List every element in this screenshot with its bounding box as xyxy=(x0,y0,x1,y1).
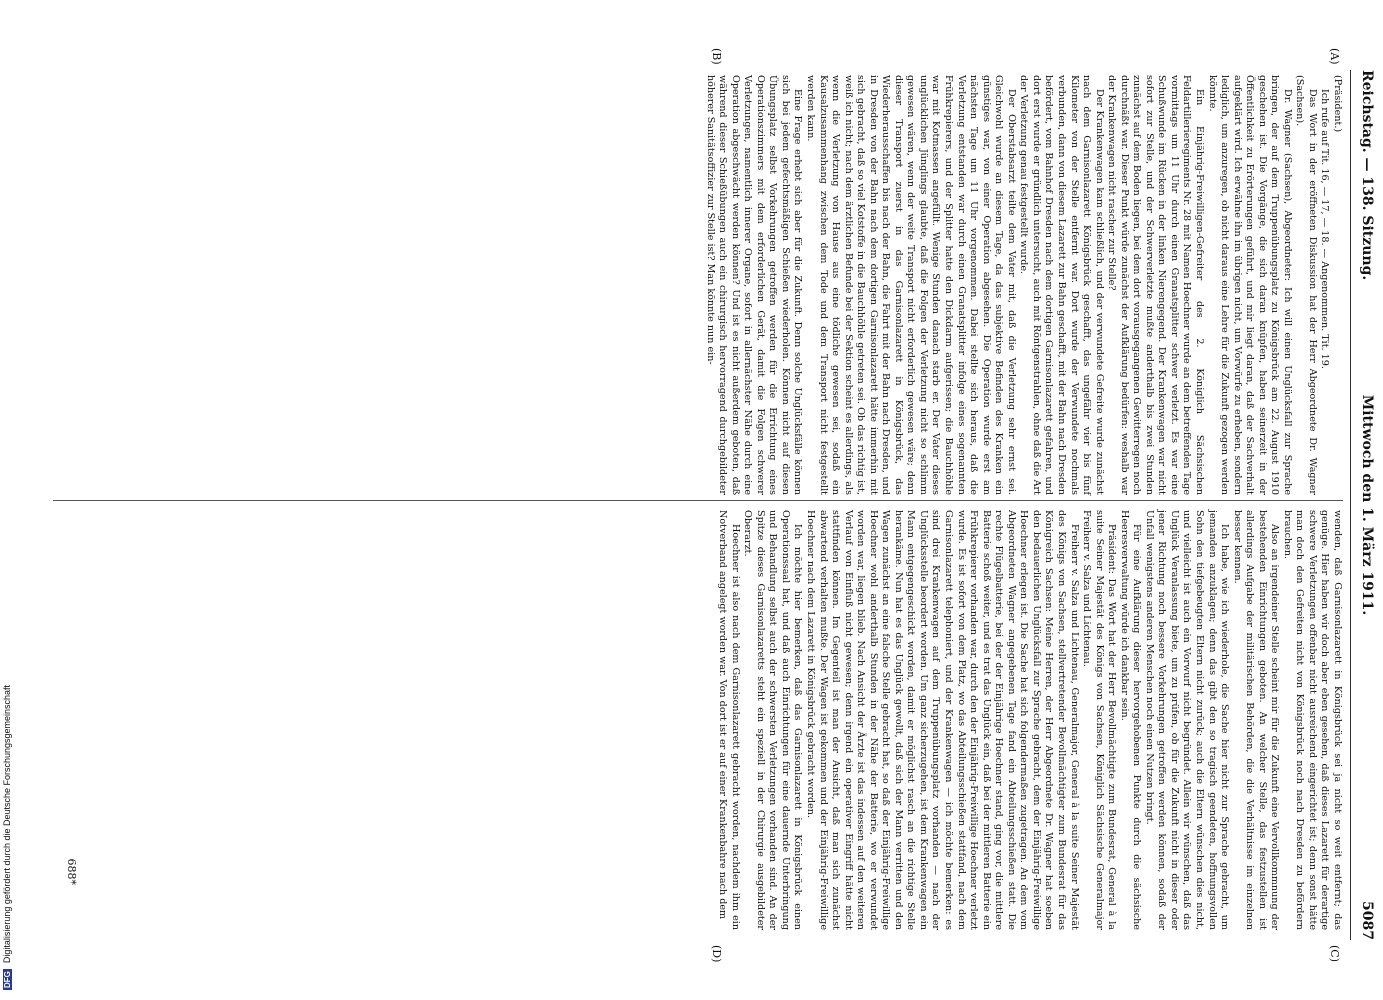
paragraph: Freiherr v. Salza und Lichtenau, Generalmajor, General à la suite Seiner Majestät des Königs von Sachsen, stellvertretender Bevollmächtigter zum Bundesrat für das Königreich Sachsen: Meine Herren, der Herr Abgeordnete Dr. Wagner hat soeben den bedauerlichen Unglücksfall zur Sprache gebracht, dem der Einjährig-Freiwillige Hoechner erlegen ist. Die Sache hat sich folgendermaßen zugetragen. An dem vom Abgeordneten Wagner angegebenen Tage fand ein Abteilungsschießen statt. Die rechte Flügelbatterie, bei der der Einjährige Hoechner stand, ging vor, die mittlere Batterie schoß weiter, und es trat das Unglück ein, daß bei der mittleren Batterie ein Frühkrepierer vorhanden war, durch den der Einjährig-Freiwillige Hoechner verletzt wurde. Es ist sofort von dem Platz, wo das Abteilungsschießen stattfand, nach dem Garnisonlazarett telephoniert, und der Krankenwagen — ich möchte bemerken: es sind drei Krankenwagen auf dem Truppenübungsplatz vorhanden — nach der Unglücksstelle beordert worden. Um ganz sicherzugehen, ist dem Krankenwagen ein Mann entgegengeschickt worden, damit er möglichst rasch an die richtige Stelle herankäme. Nun hat es das Unglück gewollt, daß sich der Mann verritten und den Wagen zunächst an eine falsche Stelle gebracht hat, so daß der Einjährig-Freiwillige Hoechner wohl anderthalb Stunden in der Nähe der Batterie, wo er verwundet worden war, liegen blieb. Nach Ansicht der Ärzte ist das indessen auf den weiteren Verlauf von Einfluß nicht gewesen; denn irgend ein operativer Eingriff hätte nicht stattfinden können. Im Gegenteil ist man der Ansicht, daß man sich zunächst abwartend verhalten mußte. Der Wagen ist gekommen und der Einjährig-Freiwillige Hoechner nach dem Lazarett in Königsbrück gebracht worden. xyxy=(805,510,1080,930)
paragraph: wenden, daß Garnisonlazarett in Königsbrück sei ja nicht so weit entfernt; das genüge. Hier haben wir doch aber eben gesehen, daß dieses Lazarett für derartige schwere Verletzungen offenbar nicht ausreichend eingerichtet ist; denn sonst hätte man doch den Gefreiten nicht von Königsbrück noch nach Dresden zu befördern brauchen. xyxy=(1281,510,1343,930)
paragraph: Der Krankenwagen kam schließlich, und der verwundete Gefreite wurde zunächst nach dem Garnisonlazarett Königsbrück geschafft, das ungefähr vier bis fünf Kilometer von der Stelle entfernt war. Dort wurde der Verwundete nochmals verbunden, dann von diesem Lazarett zur Bahn geschafft, mit der Bahn nach Dresden befördert, vom Bahnhof Dresden nach dem dortigen Garnisonlazarett gefahren, und dort erst wurde er gründlich untersucht, auch mit Röntgenstrahlen, ohne daß die Art der Verletzung genau festgestellt wurde. xyxy=(1018,75,1105,495)
paragraph: (Präsident.) xyxy=(1332,75,1343,133)
paragraph: Der Oberstabsarzt teilte dem Vater mit, daß die Verletzung sehr ernst sei. Gleichwohl wurde an diesem Tage, da das subjektive Befinden des Kranken ein günstiges war, von einer Operation abgesehen. Die Operation wurde erst am nächsten Tage um 11 Uhr vorgenommen. Dabei stellte sich heraus, daß die Verletzung entstanden war durch einen Granatsplitter infolge eines sogenannten Frühkrepierers, und der Splitter hatte den Dickdarm aufgerissen; die Bauchhöhle war mit Kotmassen angefüllt. Wenige Stunden danach starb er. Der Vater dieses unglücklichen Jünglings glaubte, daß die Folgen der Verletzung nicht so schlimm gewesen wären, wenn der weite Transport nicht erforderlich gewesen wäre; denn dieser Transport zuerst in das Garnisonlazarett in Königsbrück, das Wiederherausschaffen bis nach der Bahn, die Fahrt mit der Bahn nach Dresden, und in Dresden von der Bahn nach dem dortigen Garnisonlazarett hätte immerhin mit sich gebracht, daß so viel Kotstoffe in die Bauchhöhle getreten sei. Ob das richtig ist, weiß ich nicht; nach dem ärztlichen Befunde bei der Sektion scheint es allerdings, als wenn die Verletzung von Hause aus eine tödliche gewesen sei, sodaß ein Kausalzusammenhang zwischen dem Tode und dem Transport nicht festgestellt werden kann. xyxy=(805,75,1017,495)
dfg-logo-icon: DFG xyxy=(3,971,12,988)
header-date: Mittwoch den 1. März 1911. xyxy=(1359,394,1375,616)
paragraph: Eine Frage erhebt sich aber für die Zukunft. Denn solche Unglücksfälle können sich bei jedem gefechtsmäßigen Schießen wiederholen. Können nicht auf diesen Übungsplatz selbst Vorkehrungen getroffen werden für die Errichtung eines Operationszimmers mit dem erforderlichen Gerät, damit die Folgen schwerer Verletzungen, namentlich innerer Organe, sofort in allernächster Nähe durch eine Operation abgeschwächt werden können? Und ist es nicht außerdem geboten, daß während dieser Schießübungen auch ein chirurgisch hervorragend durchgebildeter höherer Sanitätsoffizier zur Stelle ist? Man könnte nun ein- xyxy=(704,75,804,495)
paragraph: Präsident: Das Wort hat der Herr Bevollmächtigte zum Bundesrat, General à la suite Seiner Majestät des Königs von Sachsen, Königlich Sächsische Generalmajor Freiherr v. Salza und Lichtenau. xyxy=(1081,510,1118,930)
footer-page-number: 688* xyxy=(65,858,78,885)
paragraph: Dr. Wagner (Sachsen), Abgeordneter: Ich will einen Unglücksfall zur Sprache bringen, der auf dem Truppenübungsplatz zu Königsbrück am 22. August 1910 geschehen ist. Die Vorgänge, die sich daran knüpfen, haben seinerzeit in der Öffentlichkeit zu Erörterungen geführt, und mir liegt daran, daß der Sachverhalt aufgeklärt wird. Ich erwähne ihn im übrigen nicht, um Vorwürfe zu erheben, sondern lediglich, um anzuregen, ob nicht daraus eine Lehre für die Zukunft gezogen werden könnte. xyxy=(1206,75,1293,495)
paragraph: Für eine Aufklärung dieser hervorgehobenen Punkte durch die sächsische Heeresverwaltung würde ich dankbar sein. xyxy=(1118,510,1143,930)
paragraph: Also an irgendeiner Stelle scheint mir für die Zukunft eine Vervollkommnung der bestehenden Einrichtungen geboten. An welcher Stelle, das festzustellen ist allerdings Aufgabe der militärischen Behörden, die die Verhältnisse im einzelnen besser kennen. xyxy=(1231,510,1281,930)
paragraph: Ich rufe auf Tit. 16, — 17, — 18. — Angenommen. Tit. 19. xyxy=(1319,89,1331,369)
margin-mark-a: (A) xyxy=(1328,48,1341,65)
header-rule xyxy=(1350,70,1351,940)
text-column-right xyxy=(716,510,1343,930)
margin-mark-d: (D) xyxy=(710,945,723,963)
paragraph: Hoechner ist also nach dem Garnisonlazarett gebracht worden, nachdem ihm ein Notverband angelegt worden war. Von dort ist er auf einer Krankenbahre nach dem xyxy=(717,510,741,930)
margin-mark-b: (B) xyxy=(710,48,723,65)
paragraph: Ich habe, wie ich wiederhole, die Sache hier nicht zur Sprache gebracht, um jemanden anzuklagen; denn das gibt den so tragisch geendeten, hoffnungsvollen Sohn den tiefgebeugten Eltern nicht zurück; auch die Eltern wünschen dies nicht, und vielleicht ist auch ein Vorwurf nicht begründet. Allein wir wünschen, daß das Unglück Veranlassung biete, um zu prüfen, ob für die Zukunft nicht in dieser oder jener Richtung noch bessere Vorkehrungen getroffen werden können, sodaß der Unfall wenigstens anderen Menschen noch einen Nutzen bringt. xyxy=(1143,510,1231,930)
text-column-left xyxy=(703,75,1343,495)
paragraph: Ich möchte hier bemerken, daß das Garnisonlazarett in Königsbrück einen Operationssaal hat, und daß auch Einrichtungen für eine dauernde Unterbringung und Behandlung selbst auch der schwersten Verletzungen vorhanden sind. An der Spitze dieses Garnisonlazaretts steht ein speziell in der Chirurgie ausgebildeter Oberarzt. xyxy=(742,510,804,930)
margin-mark-c: (C) xyxy=(1328,945,1341,962)
column-divider xyxy=(53,500,1343,501)
header-page-number: 5087 xyxy=(1359,901,1375,940)
running-header xyxy=(1349,70,1375,940)
funding-text: Digitalisierung gefördert durch die Deutsche Forschungsgemeinschaft xyxy=(2,684,12,964)
paragraph: Das Wort in der eröffneten Diskussion hat der Herr Abgeordnete Dr. Wagner (Sachsen). xyxy=(1294,75,1318,495)
paragraph: Ein Einjährig-Freiwilligen-Gefreiter des 2. Königlich Sächsischen Feldartillerieregiments Nr. 28 mit Namen Hoechner wurde an dem betreffenden Tage vormittags um 11 Uhr durch einen Granatsplitter schwer verletzt. Es war eine Schußwunde im Rücken in der linken Nierengegend. Der Krankenwagen war nicht sofort zur Stelle, und der Schwerverletzte mußte anderthalb bis zwei Stunden zunächst auf dem Boden liegen, bei dem dort vorausgegangenen Gewitterregen noch durchnäßt war. Dieser Punkt würde zunächst der Aufklärung bedürfen: weshalb war der Krankenwagen nicht rascher zur Stelle? xyxy=(1106,75,1205,495)
header-session: Reichstag. — 138. Sitzung. xyxy=(1359,70,1375,281)
